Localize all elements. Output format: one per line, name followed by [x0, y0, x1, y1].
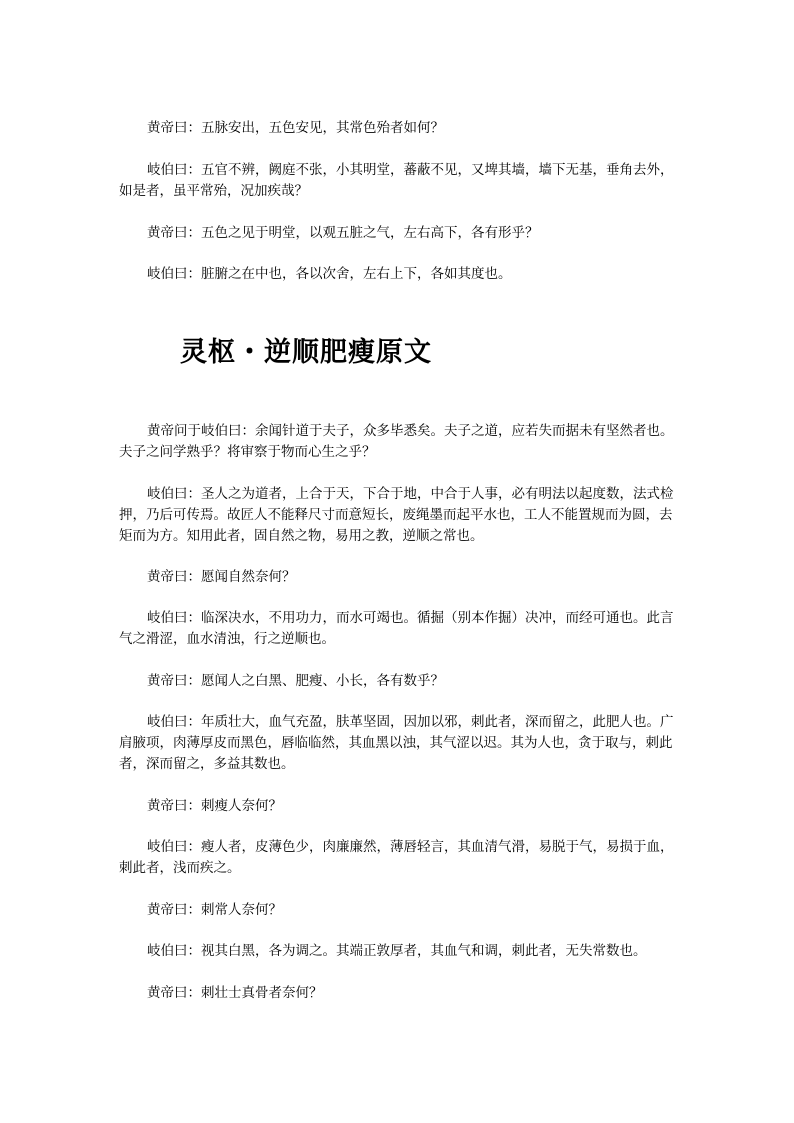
paragraph-section-9: 黄帝曰：刺常人奈何？: [147, 902, 282, 918]
paragraph-section-7: 黄帝曰：刺瘦人奈何？: [147, 798, 282, 814]
paragraph-intro-4: 岐伯曰：脏腑之在中也，各以次舍，左右上下，各如其度也。: [147, 266, 512, 282]
paragraph-section-6: 岐伯曰：年质壮大，血气充盈，肤革坚固，因加以邪，刺此者，深而留之，此肥人也。广肩腋项，肉薄厚皮而黑色，唇临临然，其血黑以浊，其气涩以迟。其为人也，贪于取与，刺此者，深而留之，多益其数也。: [119, 714, 674, 772]
paragraph-section-5: 黄帝曰：愿闻人之白黑、肥瘦、小长，各有数乎？: [147, 673, 444, 689]
paragraph-intro-1: 黄帝曰：五脉安出，五色安见，其常色殆者如何？: [147, 120, 444, 136]
paragraph-section-4: 岐伯曰：临深决水，不用功力，而水可竭也。循掘（别本作掘）决冲，而经可通也。此言气之滑涩，血水清浊，行之逆顺也。: [119, 610, 674, 647]
paragraph-section-3: 黄帝曰：愿闻自然奈何？: [147, 569, 296, 585]
paragraph-intro-2: 岐伯曰：五官不辨，阙庭不张，小其明堂，蕃蔽不见，又埤其墙，墙下无基，垂角去外，如是者，虽平常殆，况加疾哉？: [119, 162, 674, 199]
paragraph-intro-3: 黄帝曰：五色之见于明堂，以观五脏之气，左右高下，各有形乎？: [147, 225, 539, 241]
paragraph-section-10: 岐伯曰：视其白黑，各为调之。其端正敦厚者，其血气和调，刺此者，无失常数也。: [147, 943, 647, 959]
paragraph-section-8: 岐伯曰：瘦人者，皮薄色少，肉廉廉然，薄唇轻言，其血清气滑，易脱于气，易损于血，刺此者，浅而疾之。: [119, 839, 674, 876]
paragraph-section-1: 黄帝问于岐伯曰：余闻针道于夫子，众多毕悉矣。夫子之道，应若失而据未有坚然者也。夫子之问学熟乎？将审察于物而心生之乎？: [119, 423, 674, 460]
paragraph-section-11: 黄帝曰：刺壮士真骨者奈何？: [147, 985, 323, 1001]
paragraph-section-2: 岐伯曰：圣人之为道者，上合于天，下合于地，中合于人事，必有明法以起度数，法式检押，乃后可传焉。故匠人不能释尺寸而意短长，废绳墨而起平水也，工人不能置规而为圆，去矩而为方。知用此者，固自然之物，易用之教，逆顺之常也。: [119, 486, 674, 544]
section-title: 灵枢・逆顺肥瘦原文: [180, 337, 432, 368]
